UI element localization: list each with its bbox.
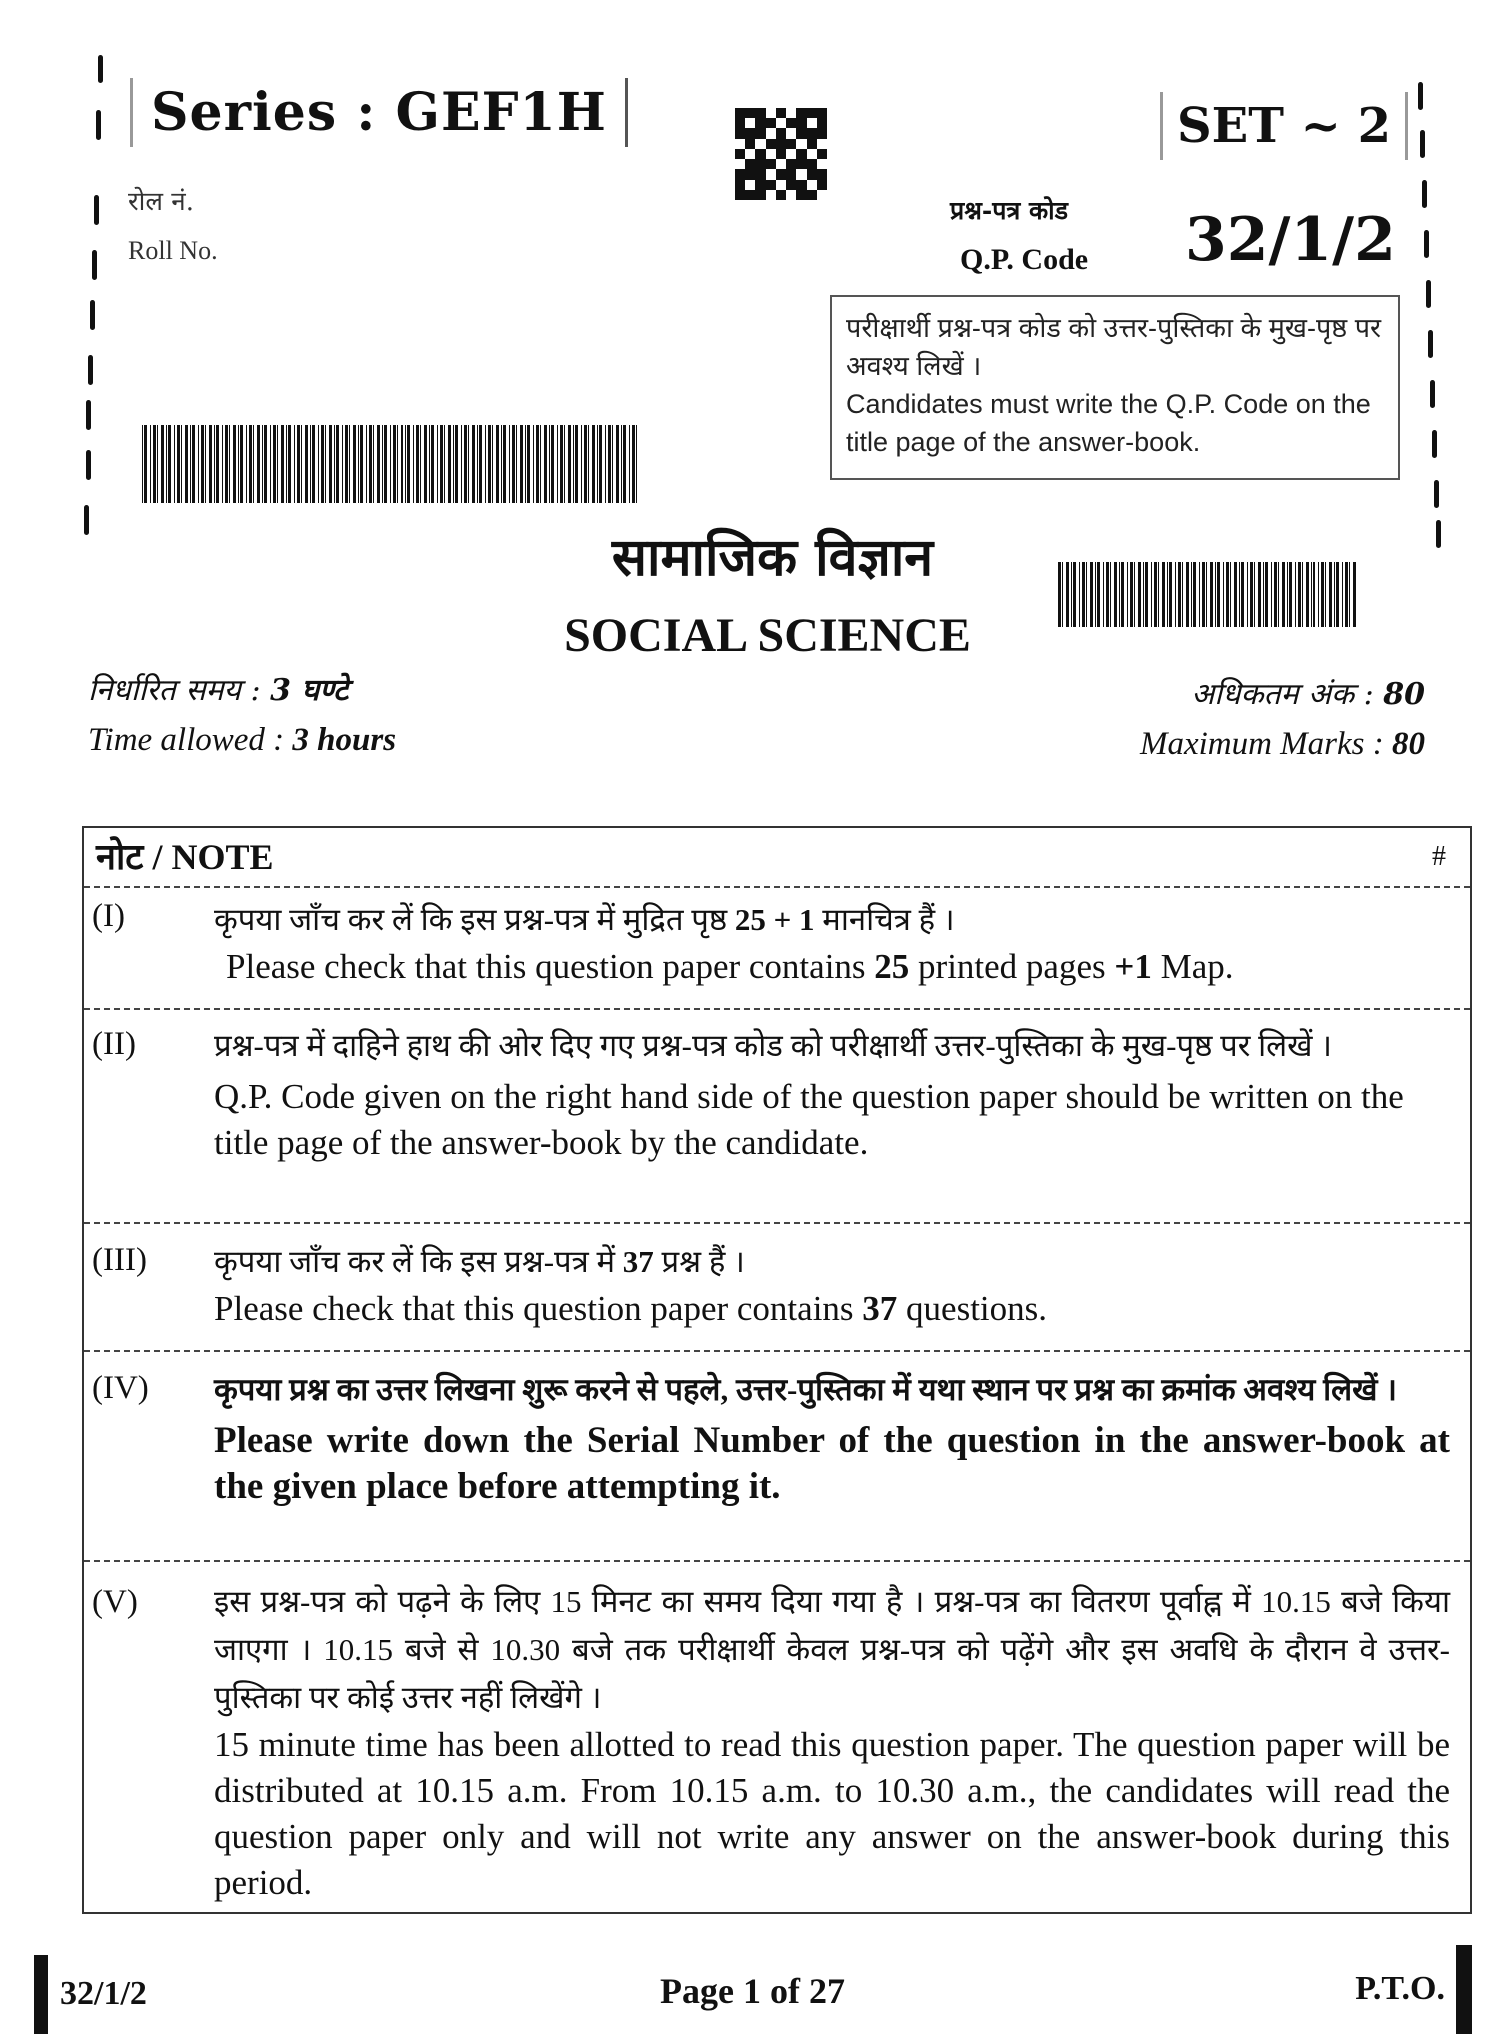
- note-item-english: Please check that this question paper contains 37 questions.: [214, 1289, 1048, 1328]
- note-item-hindi: कृपया जाँच कर लें कि इस प्रश्न-पत्र में 37 प्रश्न हैं ।: [214, 1244, 745, 1279]
- edge-mark: [88, 355, 93, 385]
- edge-mark: [1418, 82, 1423, 110]
- note-item-number: (II): [92, 1026, 136, 1062]
- qp-code-value: 32/1/2: [1185, 205, 1396, 275]
- roll-number-label-hindi: रोल नं.: [128, 187, 194, 217]
- edge-mark: [98, 55, 103, 83]
- note-item-number: (I): [92, 898, 125, 934]
- time-allowed: Time allowed : 3 hours: [88, 722, 397, 758]
- edge-mark: [1428, 330, 1433, 358]
- set-label: SET ~ 2: [1160, 92, 1408, 160]
- footer-qp-code: 32/1/2: [60, 1975, 147, 2012]
- edge-mark: [90, 300, 95, 330]
- notice-hindi: परीक्षार्थी प्रश्न-पत्र कोड को उत्तर-पुस्तिका के मुख-पृष्ठ पर अवश्य लिखें ।: [846, 313, 1382, 381]
- page-number: Page 1 of 27: [660, 1971, 845, 2011]
- edge-mark: [1430, 380, 1435, 408]
- note-item-english: 15 minute time has been allotted to read this question paper. The question paper will be distributed at 10.15 a.m. From 10.15 a.m. to 10.30 a.m., the candidates will read the question paper only and will not write any answer on the answer-book during this period.: [214, 1725, 1450, 1902]
- note-item-number: (V): [92, 1584, 138, 1620]
- edge-mark: [94, 195, 99, 225]
- subject-title: SOCIAL SCIENCE: [564, 609, 971, 662]
- edge-mark: [1434, 480, 1439, 508]
- edge-mark: [92, 250, 97, 280]
- barcode-left: [142, 425, 640, 503]
- edge-mark: [86, 450, 91, 480]
- note-item-english: Please write down the Serial Number of the question in the answer-book at the given place before attempting it.: [214, 1420, 1450, 1507]
- note-box: [82, 826, 1472, 1914]
- edge-mark: [1426, 280, 1431, 308]
- maximum-marks-hindi: अधिकतम अंक : 80: [1191, 677, 1425, 712]
- pto-label: P.T.O.: [1355, 1970, 1445, 2007]
- note-item-hindi: कृपया जाँच कर लें कि इस प्रश्न-पत्र में मुद्रित पृष्ठ 25 + 1 मानचित्र हैं ।: [214, 902, 955, 937]
- edge-mark: [1422, 180, 1427, 208]
- note-item: [84, 1352, 1470, 1562]
- note-item: [84, 1010, 1470, 1224]
- maximum-marks: Maximum Marks : 80: [1139, 726, 1425, 762]
- note-heading-text: नोट / NOTE: [96, 837, 274, 877]
- time-allowed-hindi: निर्धारित समय : 3 घण्टे: [88, 673, 349, 708]
- note-item-english: Please check that this question paper contains 25 printed pages +1 Map.: [226, 947, 1234, 986]
- notice-english: Candidates must write the Q.P. Code on the title page of the answer-book.: [846, 389, 1371, 457]
- note-item-hindi: प्रश्न-पत्र में दाहिने हाथ की ओर दिए गए प्रश्न-पत्र कोड को परीक्षार्थी उत्तर-पुस्तिका के मुख-पृष्ठ पर लिखें ।: [214, 1028, 1333, 1063]
- note-item-number: (III): [92, 1242, 147, 1278]
- edge-mark: [86, 400, 91, 430]
- note-item: [84, 888, 1470, 1010]
- note-item-number: (IV): [92, 1370, 149, 1406]
- qr-code: [735, 108, 827, 200]
- note-item: [84, 1562, 1470, 1912]
- edge-mark: [1420, 130, 1425, 158]
- series-label: Series : GEF1H: [130, 78, 628, 147]
- note-item: [84, 1224, 1470, 1352]
- note-heading: [84, 828, 1470, 888]
- qp-code-label: Q.P. Code: [960, 243, 1089, 276]
- edge-mark: [1432, 430, 1437, 458]
- note-item-hindi: कृपया प्रश्न का उत्तर लिखना शुरू करने से पहले, उत्तर-पुस्तिका में यथा स्थान पर प्रश्न का क्रमांक अवश्य लिखें ।: [214, 1372, 1397, 1407]
- edge-mark: [1424, 230, 1429, 258]
- qp-code-label-hindi: प्रश्न-पत्र कोड: [950, 196, 1069, 225]
- edge-mark: [96, 110, 101, 140]
- note-item-english: Q.P. Code given on the right hand side of the question paper should be written on the title page of the answer-book by the candidate.: [214, 1077, 1404, 1162]
- roll-number-label: Roll No.: [128, 236, 218, 265]
- hash-mark: #: [1432, 841, 1446, 872]
- qp-code-notice: [830, 295, 1400, 480]
- subject-title-hindi: सामाजिक विज्ञान: [611, 527, 934, 588]
- note-item-hindi: इस प्रश्न-पत्र को पढ़ने के लिए 15 मिनट का समय दिया गया है । प्रश्न-पत्र का वितरण पूर्वाह्न में 10.15 बजे किया जाएगा । 10.15 बजे से 10.30 बजे तक परीक्षार्थी केवल प्रश्न-पत्र को पढ़ेंगे और इस अवधि के दौरान वे उत्तर-पुस्तिका पर कोई उत्तर नहीं लिखेंगे ।: [214, 1584, 1450, 1715]
